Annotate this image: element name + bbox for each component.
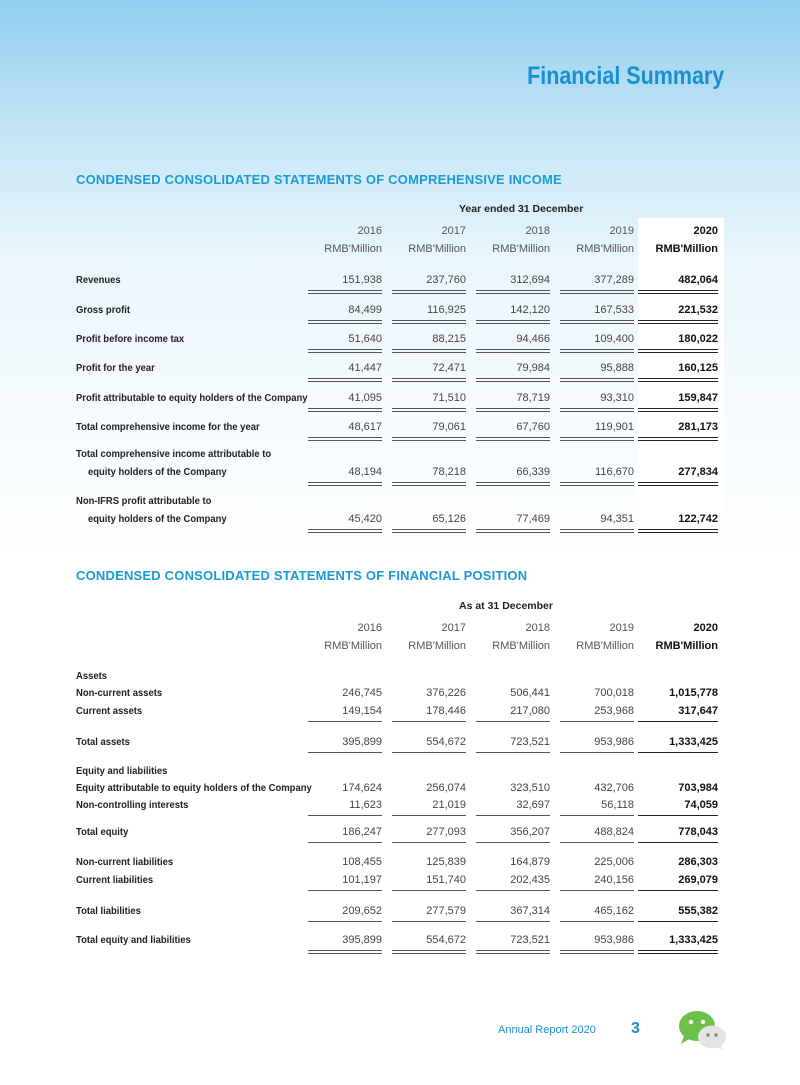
position-cell: 778,043	[678, 826, 718, 838]
position-cell: 174,624	[342, 782, 382, 794]
wechat-logo-icon	[677, 1010, 727, 1050]
income-underline	[476, 440, 550, 441]
position-underline	[392, 921, 466, 922]
page-title: Financial Summary	[526, 62, 724, 90]
income-underline	[476, 485, 550, 486]
income-cell: 72,471	[432, 362, 466, 374]
income-cell: 95,888	[600, 362, 634, 374]
position-underline	[638, 890, 718, 891]
position-cell: 286,303	[678, 856, 718, 868]
income-underline	[476, 352, 550, 353]
position-cell: 317,647	[678, 705, 718, 717]
income-unit-header: RMB'Million	[492, 243, 550, 255]
position-cell: 554,672	[426, 736, 466, 748]
income-underline	[560, 482, 634, 483]
income-underline	[560, 529, 634, 530]
income-underline	[308, 411, 382, 412]
position-unit-header: RMB'Million	[576, 640, 634, 652]
income-cell: 160,125	[678, 362, 718, 374]
position-cell: 164,879	[510, 856, 550, 868]
income-year-header: 2018	[525, 225, 550, 237]
position-group-header: As at 31 December	[459, 600, 553, 612]
income-underline	[308, 349, 382, 350]
position-year-header: 2020	[693, 622, 718, 634]
income-year-header: 2020	[693, 225, 718, 237]
position-cell: 240,156	[594, 874, 634, 886]
income-cell: 281,173	[678, 421, 718, 433]
position-cell: 151,740	[426, 874, 466, 886]
position-underline	[308, 921, 382, 922]
income-underline	[476, 411, 550, 412]
position-cell: 367,314	[510, 905, 550, 917]
position-cell: 269,079	[678, 874, 718, 886]
income-underline	[476, 293, 550, 294]
position-underline	[560, 721, 634, 722]
income-underline	[560, 437, 634, 438]
assets-heading: Assets	[76, 670, 108, 682]
position-underline	[638, 953, 718, 954]
income-underline	[308, 485, 382, 486]
income-underline	[638, 381, 718, 382]
income-year-header: 2019	[609, 225, 634, 237]
income-cell: 119,901	[595, 421, 634, 433]
position-unit-header: RMB'Million	[324, 640, 382, 652]
income-underline	[308, 320, 382, 321]
income-cell: 41,095	[348, 392, 382, 404]
income-underline	[392, 408, 466, 409]
income-underline	[392, 293, 466, 294]
position-underline	[638, 721, 718, 722]
page-number: 3	[631, 1020, 640, 1037]
position-cell: 108,455	[342, 856, 382, 868]
income-underline	[476, 529, 550, 530]
income-cell: 94,351	[600, 513, 634, 525]
income-underline	[638, 482, 718, 483]
position-cell: 395,899	[342, 736, 382, 748]
position-unit-header: RMB'Million	[492, 640, 550, 652]
income-cell: 377,289	[594, 274, 634, 286]
income-underline	[476, 378, 550, 379]
position-year-header: 2018	[525, 622, 550, 634]
income-underline	[392, 352, 466, 353]
position-underline	[560, 815, 634, 816]
position-cell: 125,839	[426, 856, 466, 868]
position-underline	[560, 950, 634, 951]
income-cell: 78,218	[432, 466, 466, 478]
income-row-label-continued: equity holders of the Company	[88, 466, 227, 478]
position-year-header: 2017	[441, 622, 466, 634]
position-row-label: Current assets	[76, 705, 143, 717]
income-underline	[560, 293, 634, 294]
position-cell: 1,333,425	[669, 934, 718, 946]
position-cell: 953,986	[594, 934, 634, 946]
position-underline	[308, 950, 382, 951]
income-underline	[308, 532, 382, 533]
income-cell: 180,022	[678, 333, 718, 345]
income-underline	[308, 482, 382, 483]
income-underline	[392, 440, 466, 441]
income-underline	[476, 349, 550, 350]
position-row-label: Total liabilities	[76, 905, 141, 917]
position-cell: 488,824	[594, 826, 634, 838]
position-unit-header: RMB'Million	[408, 640, 466, 652]
income-cell: 116,925	[427, 304, 466, 316]
income-row-label: Total comprehensive income attributable to	[76, 448, 272, 460]
position-row-label: Non-current liabilities	[76, 856, 174, 868]
position-underline	[308, 752, 382, 753]
income-unit-header: RMB'Million	[576, 243, 634, 255]
income-underline	[308, 408, 382, 409]
position-underline	[476, 950, 550, 951]
position-row-label: Total equity and liabilities	[76, 934, 191, 946]
position-cell: 178,446	[426, 705, 466, 717]
position-year-header: 2019	[609, 622, 634, 634]
equity-liabilities-heading: Equity and liabilities	[76, 765, 168, 777]
position-cell: 700,018	[594, 687, 634, 699]
income-cell: 71,510	[432, 392, 466, 404]
position-cell: 149,154	[342, 705, 382, 717]
position-cell: 186,247	[342, 826, 382, 838]
income-underline	[560, 440, 634, 441]
income-cell: 277,834	[678, 466, 718, 478]
income-row-label: Revenues	[76, 274, 121, 286]
income-underline	[476, 482, 550, 483]
income-underline	[560, 532, 634, 533]
income-cell: 116,670	[595, 466, 634, 478]
income-underline	[638, 349, 718, 350]
position-cell: 11,623	[349, 799, 382, 811]
position-underline	[476, 890, 550, 891]
income-cell: 237,760	[426, 274, 466, 286]
income-underline	[308, 323, 382, 324]
income-underline	[560, 411, 634, 412]
position-underline	[392, 842, 466, 843]
income-underline	[638, 320, 718, 321]
income-underline	[476, 532, 550, 533]
position-underline	[476, 815, 550, 816]
position-cell: 395,899	[342, 934, 382, 946]
position-underline	[638, 842, 718, 843]
income-section-title: CONDENSED CONSOLIDATED STATEMENTS OF COMPREHENSIVE INCOME	[76, 172, 562, 187]
income-underline	[560, 485, 634, 486]
position-underline	[638, 815, 718, 816]
position-cell: 465,162	[594, 905, 634, 917]
income-underline	[392, 378, 466, 379]
income-row-label: Profit for the year	[76, 362, 155, 374]
position-underline	[638, 921, 718, 922]
position-underline	[392, 752, 466, 753]
income-underline	[476, 323, 550, 324]
income-underline	[476, 320, 550, 321]
position-cell: 101,197	[342, 874, 382, 886]
footer-report-name: Annual Report 2020	[498, 1024, 596, 1036]
income-underline	[392, 482, 466, 483]
income-underline	[392, 529, 466, 530]
position-underline	[392, 721, 466, 722]
income-underline	[560, 378, 634, 379]
income-cell: 221,532	[678, 304, 718, 316]
position-cell: 56,118	[601, 799, 634, 811]
income-underline	[638, 290, 718, 291]
income-cell: 159,847	[678, 392, 718, 404]
income-row-label: Profit before income tax	[76, 333, 185, 345]
position-row-label: Equity attributable to equity holders of the Company	[76, 782, 312, 794]
income-underline	[638, 529, 718, 530]
income-underline	[308, 290, 382, 291]
income-highlight-column	[638, 218, 724, 540]
position-row-label: Current liabilities	[76, 874, 154, 886]
income-underline	[308, 378, 382, 379]
income-underline	[308, 381, 382, 382]
position-cell: 1,015,778	[669, 687, 718, 699]
income-underline	[392, 323, 466, 324]
income-group-header: Year ended 31 December	[459, 203, 584, 215]
income-cell: 122,742	[678, 513, 718, 525]
income-cell: 312,694	[510, 274, 550, 286]
position-underline	[308, 721, 382, 722]
income-cell: 93,310	[600, 392, 634, 404]
position-underline	[560, 890, 634, 891]
position-cell: 723,521	[510, 934, 550, 946]
income-row-label-continued: equity holders of the Company	[88, 513, 227, 525]
position-cell: 703,984	[678, 782, 718, 794]
income-cell: 109,400	[594, 333, 634, 345]
income-underline	[638, 378, 718, 379]
income-cell: 167,533	[594, 304, 634, 316]
position-cell: 32,697	[516, 799, 550, 811]
income-year-header: 2017	[441, 225, 466, 237]
income-underline	[476, 381, 550, 382]
income-cell: 45,420	[348, 513, 382, 525]
income-cell: 84,499	[348, 304, 382, 316]
income-cell: 41,447	[348, 362, 382, 374]
income-cell: 79,061	[432, 421, 466, 433]
income-underline	[392, 381, 466, 382]
position-cell: 376,226	[426, 687, 466, 699]
position-underline	[560, 953, 634, 954]
income-underline	[392, 320, 466, 321]
position-underline	[476, 842, 550, 843]
income-underline	[476, 408, 550, 409]
position-cell: 246,745	[342, 687, 382, 699]
position-cell: 277,579	[426, 905, 466, 917]
income-underline	[308, 529, 382, 530]
position-cell: 225,006	[594, 856, 634, 868]
income-cell: 78,719	[516, 392, 550, 404]
position-cell: 953,986	[594, 736, 634, 748]
position-cell: 202,435	[510, 874, 550, 886]
position-cell: 256,074	[426, 782, 466, 794]
position-cell: 217,080	[510, 705, 550, 717]
income-unit-header: RMB'Million	[324, 243, 382, 255]
income-row-label: Non-IFRS profit attributable to	[76, 495, 212, 507]
income-cell: 151,938	[342, 274, 382, 286]
income-underline	[560, 323, 634, 324]
position-cell: 209,652	[342, 905, 382, 917]
position-cell: 21,019	[432, 799, 466, 811]
income-underline	[560, 320, 634, 321]
income-cell: 482,064	[678, 274, 718, 286]
income-unit-header: RMB'Million	[655, 243, 718, 255]
position-row-label: Total assets	[76, 736, 130, 748]
position-underline	[308, 890, 382, 891]
income-year-header: 2016	[357, 225, 382, 237]
position-underline	[476, 721, 550, 722]
income-cell: 79,984	[516, 362, 550, 374]
income-underline	[638, 440, 718, 441]
income-underline	[638, 408, 718, 409]
income-cell: 48,617	[348, 421, 382, 433]
position-cell: 506,441	[510, 687, 550, 699]
income-underline	[392, 290, 466, 291]
income-row-label: Gross profit	[76, 304, 131, 316]
position-cell: 74,059	[684, 799, 718, 811]
position-underline	[560, 921, 634, 922]
position-row-label: Non-current assets	[76, 687, 163, 699]
income-underline	[392, 411, 466, 412]
income-cell: 48,194	[348, 466, 382, 478]
income-underline	[560, 408, 634, 409]
income-underline	[638, 323, 718, 324]
income-underline	[392, 437, 466, 438]
income-cell: 142,120	[510, 304, 550, 316]
position-cell: 555,382	[678, 905, 718, 917]
position-cell: 432,706	[594, 782, 634, 794]
income-underline	[308, 293, 382, 294]
income-underline	[560, 290, 634, 291]
income-underline	[392, 349, 466, 350]
position-section-title: CONDENSED CONSOLIDATED STATEMENTS OF FINANCIAL POSITION	[76, 568, 528, 583]
position-underline	[392, 815, 466, 816]
position-underline	[638, 950, 718, 951]
income-cell: 51,640	[348, 333, 382, 345]
income-underline	[560, 352, 634, 353]
position-underline	[392, 950, 466, 951]
income-underline	[308, 352, 382, 353]
position-cell: 323,510	[510, 782, 550, 794]
position-underline	[560, 842, 634, 843]
position-underline	[308, 815, 382, 816]
income-underline	[476, 290, 550, 291]
position-underline	[560, 752, 634, 753]
income-underline	[560, 381, 634, 382]
position-cell: 253,968	[594, 705, 634, 717]
position-unit-header: RMB'Million	[655, 640, 718, 652]
position-underline	[476, 953, 550, 954]
income-underline	[638, 437, 718, 438]
income-underline	[638, 485, 718, 486]
income-underline	[638, 352, 718, 353]
position-cell: 356,207	[510, 826, 550, 838]
income-underline	[308, 440, 382, 441]
income-underline	[638, 411, 718, 412]
position-underline	[638, 752, 718, 753]
income-underline	[392, 485, 466, 486]
position-cell: 1,333,425	[669, 736, 718, 748]
income-row-label: Profit attributable to equity holders of the Company	[76, 392, 308, 404]
income-unit-header: RMB'Million	[408, 243, 466, 255]
income-underline	[560, 349, 634, 350]
position-underline	[392, 890, 466, 891]
income-underline	[308, 437, 382, 438]
position-underline	[308, 953, 382, 954]
position-row-label: Total equity	[76, 826, 129, 838]
income-cell: 94,466	[516, 333, 550, 345]
income-underline	[392, 532, 466, 533]
income-cell: 77,469	[516, 513, 550, 525]
income-cell: 66,339	[516, 466, 550, 478]
position-cell: 554,672	[426, 934, 466, 946]
position-underline	[308, 842, 382, 843]
position-underline	[392, 953, 466, 954]
position-row-label: Non-controlling interests	[76, 799, 189, 811]
income-cell: 88,215	[432, 333, 466, 345]
position-cell: 277,093	[426, 826, 466, 838]
income-row-label: Total comprehensive income for the year	[76, 421, 260, 433]
income-underline	[476, 437, 550, 438]
position-year-header: 2016	[357, 622, 382, 634]
income-underline	[638, 532, 718, 533]
position-underline	[476, 921, 550, 922]
position-underline	[476, 752, 550, 753]
income-cell: 65,126	[432, 513, 466, 525]
income-cell: 67,760	[516, 421, 550, 433]
income-underline	[638, 293, 718, 294]
position-cell: 723,521	[510, 736, 550, 748]
